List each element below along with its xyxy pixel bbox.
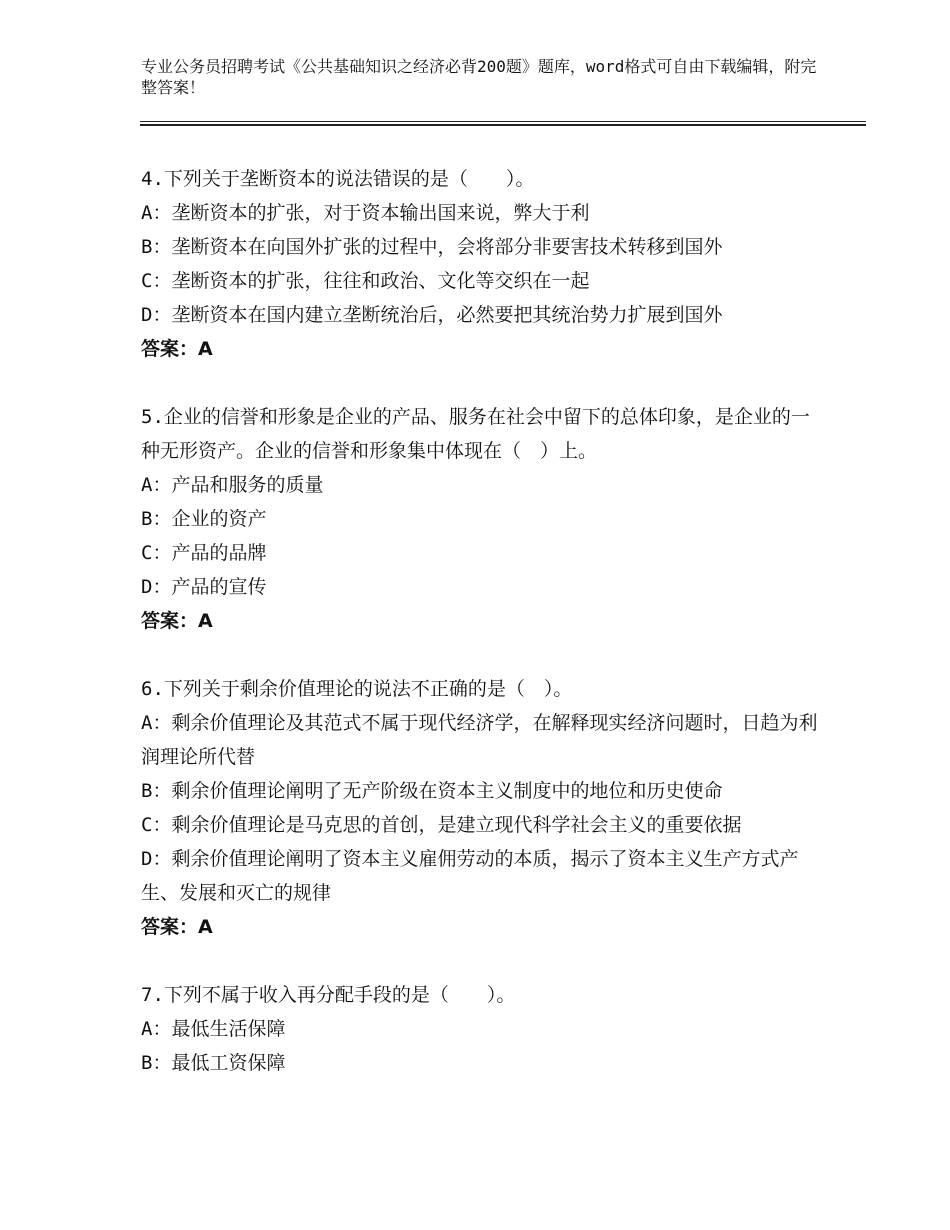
document-header: 专业公务员招聘考试《公共基础知识之经济必背200题》题库，word格式可自由下载编辑，附完整答案！ <box>141 57 817 97</box>
question-spacer <box>141 638 821 672</box>
question-stem: 5.企业的信誉和形象是企业的产品、服务在社会中留下的总体印象，是企业的一种无形资产。企业的信誉和形象集中体现在（ ）上。 <box>141 406 810 462</box>
question-spacer <box>141 944 821 978</box>
answer-text: 答案：A <box>141 610 213 632</box>
option-a: A：剩余价值理论及其范式不属于现代经济学，在解释现实经济问题时，日趋为利润理论所代替 <box>141 712 818 768</box>
option-d: D：垄断资本在国内建立垄断统治后，必然要把其统治势力扩展到国外 <box>141 304 723 326</box>
question-spacer <box>141 366 821 400</box>
question-item <box>141 400 821 638</box>
option-c: C：产品的品牌 <box>141 542 267 564</box>
answer-text: 答案：A <box>141 338 213 360</box>
option-a: A：最低生活保障 <box>141 1018 286 1040</box>
question-item <box>141 978 821 1080</box>
option-a: A：垄断资本的扩张，对于资本输出国来说，弊大于利 <box>141 202 590 224</box>
option-c: C：剩余价值理论是马克思的首创，是建立现代科学社会主义的重要依据 <box>141 814 742 836</box>
question-item <box>141 162 821 366</box>
option-a: A：产品和服务的质量 <box>141 474 324 496</box>
option-d: D：剩余价值理论阐明了资本主义雇佣劳动的本质，揭示了资本主义生产方式产生、发展和灭亡的规律 <box>141 848 799 904</box>
question-stem: 6.下列关于剩余价值理论的说法不正确的是（ ）。 <box>141 678 573 700</box>
question-item <box>141 672 821 944</box>
option-d: D：产品的宣传 <box>141 576 267 598</box>
option-b: B：剩余价值理论阐明了无产阶级在资本主义制度中的地位和历史使命 <box>141 780 723 802</box>
answer-text: 答案：A <box>141 916 213 938</box>
question-stem: 7.下列不属于收入再分配手段的是（ ）。 <box>141 984 516 1006</box>
option-b: B：企业的资产 <box>141 508 267 530</box>
option-b: B：垄断资本在向国外扩张的过程中，会将部分非要害技术转移到国外 <box>141 236 723 258</box>
option-b: B：最低工资保障 <box>141 1052 286 1074</box>
question-stem: 4.下列关于垄断资本的说法错误的是（ ）。 <box>141 168 535 190</box>
header-rule-thin <box>140 121 866 122</box>
option-c: C：垄断资本的扩张，往往和政治、文化等交织在一起 <box>141 270 590 292</box>
header-rule-thick <box>140 124 866 126</box>
question-list <box>141 162 821 1080</box>
